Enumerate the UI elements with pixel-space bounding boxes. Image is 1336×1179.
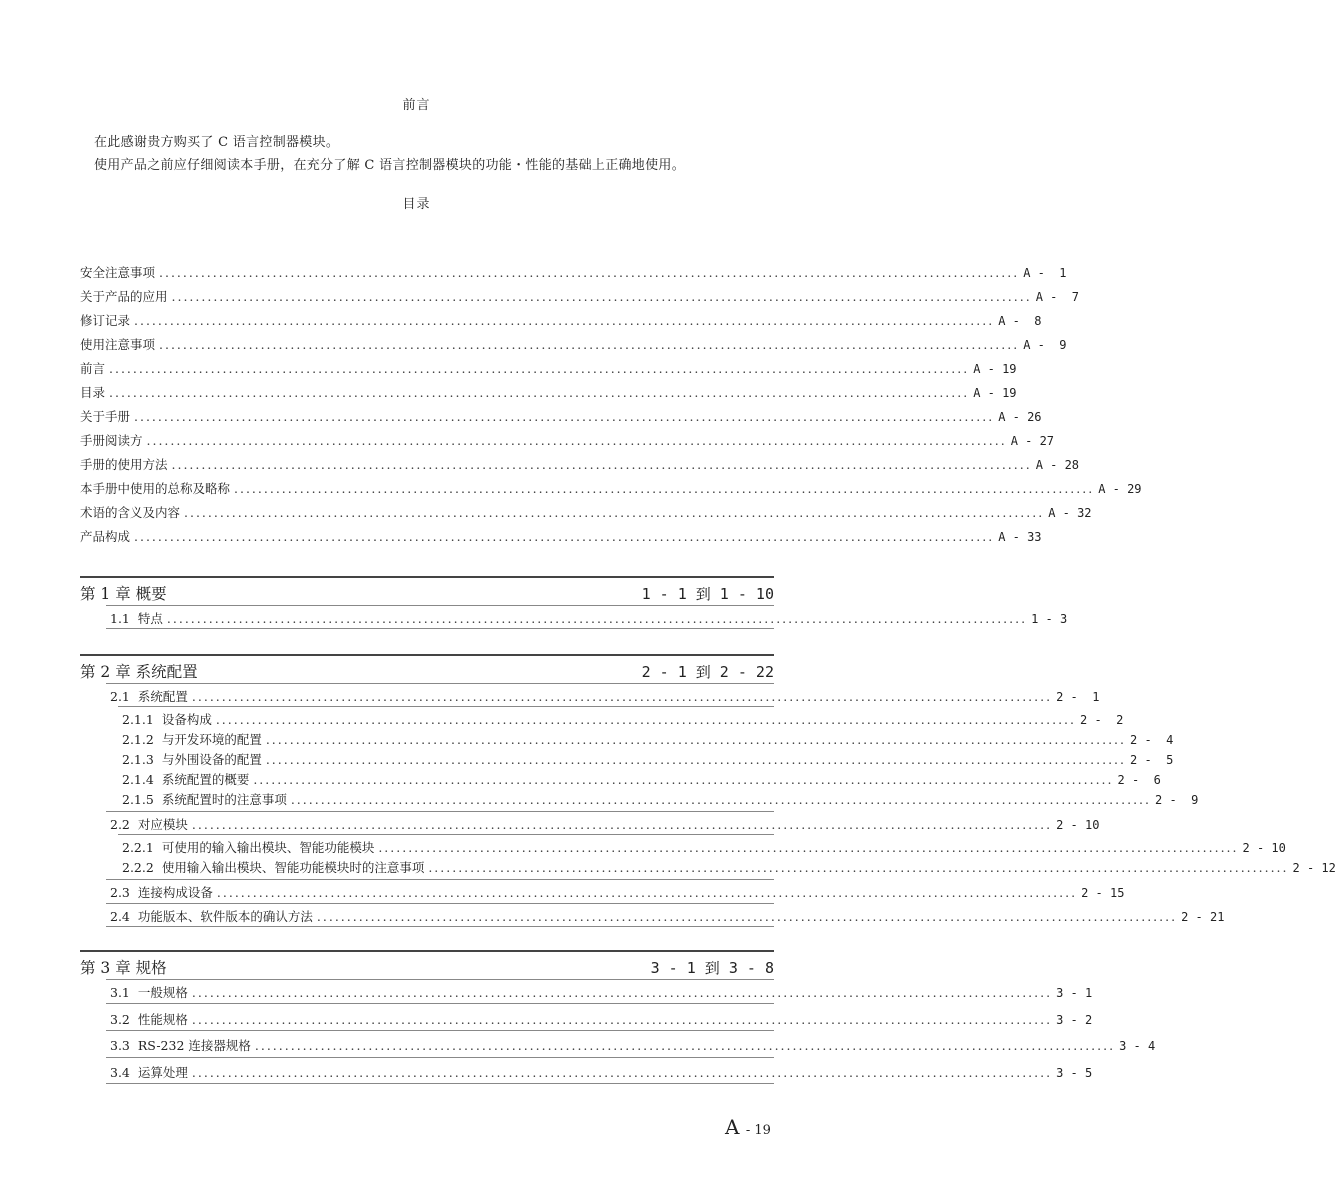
toc-leader-dots: ................................................................................................................................................ <box>215 712 1076 727</box>
section-label: 系统配置 <box>137 689 188 704</box>
toc-entry-label: 本手册中使用的总称及略称 <box>80 481 231 496</box>
section-number: 2.1.4 <box>122 772 154 787</box>
section-number: 2.2 <box>110 817 130 832</box>
toc-entry[interactable] <box>80 335 1067 353</box>
toc-entry-2-1-4[interactable] <box>122 770 1161 788</box>
entry-divider <box>106 811 774 812</box>
section-page: 2 - 5 <box>1130 753 1174 767</box>
toc-entry[interactable] <box>80 431 1055 449</box>
toc-entry-page: A - 32 <box>1048 506 1092 520</box>
chapter-1-heading[interactable] <box>80 576 774 604</box>
toc-leader-dots: ................................................................................................................................................ <box>428 860 1289 875</box>
chapter-page-range: 2 - 1 到 2 - 22 <box>641 663 774 681</box>
toc-entry-2-2-2[interactable] <box>122 858 1336 876</box>
section-number: 2.4 <box>110 909 130 924</box>
section-number: 3.3 <box>110 1038 130 1053</box>
section-page: 2 - 12 <box>1292 861 1336 875</box>
toc-leader-dots: ................................................................................................................................................ <box>254 1038 1116 1053</box>
section-page: 2 - 10 <box>1242 841 1286 855</box>
toc-leader-dots: ................................................................................................................................................ <box>109 361 970 376</box>
section-label: 功能版本、软件版本的确认方法 <box>137 909 313 924</box>
entry-divider <box>106 683 774 684</box>
toc-entry-1-1[interactable] <box>110 609 1068 627</box>
toc-entry[interactable] <box>80 359 1017 377</box>
toc-entry-page: A - 8 <box>998 314 1042 328</box>
toc-entry-2-3[interactable] <box>110 883 1125 901</box>
section-number: 3.4 <box>110 1065 130 1080</box>
toc-leader-dots: ................................................................................................................................................ <box>171 289 1032 304</box>
toc-entry[interactable] <box>80 407 1042 425</box>
toc-entry-page: A - 33 <box>998 530 1042 544</box>
toc-entry-label: 修订记录 <box>80 313 131 328</box>
toc-entry-page: A - 28 <box>1035 458 1080 472</box>
section-number: 3.1 <box>110 985 130 1000</box>
toc-entry-3-1[interactable] <box>110 983 1093 1001</box>
section-page: 2 - 15 <box>1081 886 1125 900</box>
section-number: 2.3 <box>110 885 130 900</box>
section-number: 2.2.1 <box>122 840 154 855</box>
section-label: 一般规格 <box>137 985 188 1000</box>
toc-entry-page: A - 1 <box>1023 266 1067 280</box>
toc-entry-2-1-3[interactable] <box>122 750 1174 768</box>
toc-leader-dots: ................................................................................................................................................ <box>191 689 1053 704</box>
folio-letter: A <box>725 1115 740 1139</box>
intro-line-2: 使用产品之前应仔细阅读本手册，在充分了解 C 语言控制器模块的功能・性能的基础上正确地使用。 <box>94 158 686 173</box>
toc-entry-2-2-1[interactable] <box>122 838 1286 856</box>
entry-divider <box>106 1057 774 1058</box>
section-label: 与外围设备的配置 <box>161 752 262 767</box>
chapter-title: 第 3 章 规格 <box>80 959 167 977</box>
toc-entry-2-1[interactable] <box>110 687 1100 705</box>
toc-leader-dots: ................................................................................................................................................ <box>191 1065 1053 1080</box>
section-page: 3 - 5 <box>1056 1066 1093 1080</box>
toc-entry-page: A - 26 <box>998 410 1042 424</box>
toc-leader-dots: ................................................................................................................................................ <box>290 792 1151 807</box>
section-label: 运算处理 <box>137 1065 188 1080</box>
toc-entry[interactable] <box>80 479 1142 497</box>
toc-leader-dots: ................................................................................................................................................ <box>184 505 1045 520</box>
entry-divider <box>106 926 774 927</box>
section-label: 与开发环境的配置 <box>161 732 262 747</box>
toc-entry-page: A - 9 <box>1023 338 1067 352</box>
section-page: 3 - 2 <box>1056 1013 1093 1027</box>
toc-entry-2-1-1[interactable] <box>122 710 1124 728</box>
toc-entry-page: A - 19 <box>973 386 1017 400</box>
section-label: 设备构成 <box>161 712 212 727</box>
toc-entry-3-2[interactable] <box>110 1010 1093 1028</box>
toc-leader-dots: ................................................................................................................................................ <box>191 985 1053 1000</box>
toc-entry-label: 安全注意事项 <box>80 265 156 280</box>
toc-leader-dots: ................................................................................................................................................ <box>109 385 970 400</box>
toc-entry-label: 前言 <box>80 361 106 376</box>
toc-entry[interactable] <box>80 383 1017 401</box>
toc-entry-label: 术语的含义及内容 <box>80 505 181 520</box>
entry-divider <box>106 1003 774 1004</box>
toc-entry-label: 目录 <box>80 385 106 400</box>
toc-heading: 目录 <box>402 197 431 212</box>
entry-divider <box>106 903 774 904</box>
toc-entry-label: 手册阅读方 <box>80 433 143 448</box>
section-number: 2.1.2 <box>122 732 154 747</box>
entry-divider <box>106 1083 774 1084</box>
section-label: RS-232 连接器规格 <box>137 1038 251 1053</box>
section-number: 1.1 <box>110 611 130 626</box>
toc-leader-dots: ................................................................................................................................................ <box>191 817 1053 832</box>
section-label: 连接构成设备 <box>137 885 213 900</box>
toc-leader-dots: ................................................................................................................................................ <box>166 611 1028 626</box>
section-number: 2.1 <box>110 689 130 704</box>
intro-line-1: 在此感谢贵方购买了 C 语言控制器模块。 <box>94 135 340 150</box>
toc-leader-dots: ................................................................................................................................................ <box>265 752 1126 767</box>
toc-leader-dots: ................................................................................................................................................ <box>159 265 1020 280</box>
section-page: 2 - 21 <box>1181 910 1225 924</box>
toc-entry-2-4[interactable] <box>110 907 1225 925</box>
folio-number: - 19 <box>745 1123 771 1138</box>
toc-leader-dots: ................................................................................................................................................ <box>134 313 995 328</box>
toc-leader-dots: ................................................................................................................................................ <box>159 337 1020 352</box>
toc-entry[interactable] <box>80 311 1042 329</box>
entry-divider <box>106 628 774 629</box>
toc-entry-2-1-5[interactable] <box>122 790 1199 808</box>
toc-entry-label: 使用注意事项 <box>80 337 156 352</box>
toc-entry[interactable] <box>80 455 1080 473</box>
section-label: 系统配置的概要 <box>161 772 250 787</box>
section-number: 3.2 <box>110 1012 130 1027</box>
preface-heading: 前言 <box>402 98 431 113</box>
section-number: 2.2.2 <box>122 860 154 875</box>
entry-divider <box>106 1030 774 1031</box>
toc-leader-dots: ................................................................................................................................................ <box>146 433 1007 448</box>
chapter-page-range: 3 - 1 到 3 - 8 <box>650 959 774 977</box>
toc-entry-2-2[interactable] <box>110 815 1100 833</box>
entry-divider <box>106 879 774 880</box>
toc-entry-label: 手册的使用方法 <box>80 457 168 472</box>
toc-entry[interactable] <box>80 527 1042 545</box>
toc-leader-dots: ................................................................................................................................................ <box>171 457 1032 472</box>
section-label: 使用输入输出模块、智能功能模块时的注意事项 <box>161 860 425 875</box>
toc-entry-label: 关于手册 <box>80 409 131 424</box>
toc-leader-dots: ................................................................................................................................................ <box>378 840 1239 855</box>
toc-entry[interactable] <box>80 503 1092 521</box>
section-number: 2.1.5 <box>122 792 154 807</box>
toc-leader-dots: ................................................................................................................................................ <box>191 1012 1053 1027</box>
toc-leader-dots: ................................................................................................................................................ <box>253 772 1114 787</box>
section-page: 2 - 4 <box>1130 733 1174 747</box>
chapter-3-heading[interactable] <box>80 950 774 978</box>
toc-entry-page: A - 19 <box>973 362 1017 376</box>
entry-divider <box>106 605 774 606</box>
section-label: 性能规格 <box>137 1012 188 1027</box>
chapter-title: 第 1 章 概要 <box>80 585 167 603</box>
toc-entry-3-3[interactable] <box>110 1036 1156 1054</box>
section-label: 系统配置时的注意事项 <box>161 792 287 807</box>
toc-entry[interactable] <box>80 263 1067 281</box>
chapter-2-heading[interactable] <box>80 654 774 682</box>
toc-leader-dots: ................................................................................................................................................ <box>216 885 1078 900</box>
section-label: 对应模块 <box>137 817 188 832</box>
toc-leader-dots: ................................................................................................................................................ <box>134 529 995 544</box>
chapter-title: 第 2 章 系统配置 <box>80 663 198 681</box>
toc-entry-2-1-2[interactable] <box>122 730 1174 748</box>
entry-divider <box>118 706 774 707</box>
section-label: 可使用的输入输出模块、智能功能模块 <box>161 840 375 855</box>
entry-divider <box>106 979 774 980</box>
section-page: 2 - 9 <box>1155 793 1199 807</box>
section-number: 2.1.1 <box>122 712 154 727</box>
toc-entry-label: 产品构成 <box>80 529 131 544</box>
toc-leader-dots: ................................................................................................................................................ <box>265 732 1126 747</box>
toc-leader-dots: ................................................................................................................................................ <box>134 409 995 424</box>
entry-divider <box>118 834 774 835</box>
section-label: 特点 <box>137 611 163 626</box>
toc-entry-label: 关于产品的应用 <box>80 289 168 304</box>
toc-entry-3-4[interactable] <box>110 1063 1093 1081</box>
toc-leader-dots: ................................................................................................................................................ <box>234 481 1095 496</box>
section-page: 2 - 6 <box>1117 773 1161 787</box>
toc-entry[interactable] <box>80 287 1080 305</box>
section-page: 2 - 2 <box>1080 713 1124 727</box>
toc-leader-dots: ................................................................................................................................................ <box>316 909 1178 924</box>
chapter-page-range: 1 - 1 到 1 - 10 <box>641 585 774 603</box>
toc-entry-page: A - 27 <box>1010 434 1055 448</box>
page-folio <box>725 1115 771 1139</box>
section-number: 2.1.3 <box>122 752 154 767</box>
section-page: 3 - 4 <box>1119 1039 1156 1053</box>
section-page: 3 - 1 <box>1056 986 1093 1000</box>
toc-entry-page: A - 7 <box>1035 290 1080 304</box>
toc-entry-page: A - 29 <box>1098 482 1142 496</box>
section-page: 2 - 10 <box>1056 818 1100 832</box>
section-page: 2 - 1 <box>1056 690 1100 704</box>
section-page: 1 - 3 <box>1031 612 1068 626</box>
